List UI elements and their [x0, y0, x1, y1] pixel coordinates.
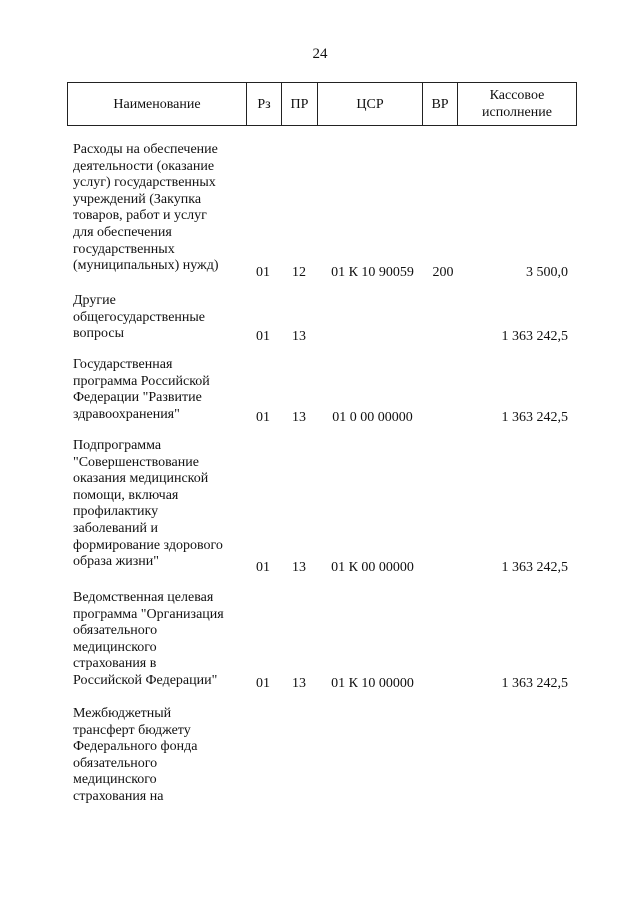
header-rz: Рз — [247, 83, 282, 126]
row-rz: 01 — [256, 560, 270, 576]
row-pr: 13 — [292, 560, 306, 576]
table-row — [67, 590, 576, 693]
row-exec: 1 363 242,5 — [501, 560, 568, 576]
header-vr: ВР — [423, 83, 458, 126]
header-pr: ПР — [282, 83, 318, 126]
row-pr: 13 — [292, 676, 306, 692]
row-csr: 01 К 10 90059 — [331, 265, 414, 281]
table-row — [67, 293, 576, 346]
row-name: Ведомственная целевая программа "Организация обязательного медицинского страхования в Российской Федерации" — [73, 590, 224, 688]
row-vr: 200 — [432, 265, 454, 281]
row-exec: 3 500,0 — [526, 265, 568, 281]
row-csr: 01 0 00 00000 — [332, 410, 413, 426]
row-exec: 1 363 242,5 — [501, 329, 568, 345]
row-csr: 01 К 00 00000 — [331, 560, 414, 576]
header-name: Наименование — [68, 83, 247, 126]
page-number: 24 — [312, 46, 328, 62]
row-exec: 1 363 242,5 — [501, 410, 568, 426]
row-name: Другие общегосударственные вопросы — [73, 293, 206, 342]
row-rz: 01 — [256, 329, 270, 345]
row-pr: 12 — [292, 265, 306, 281]
row-name: Расходы на обеспечение деятельности (оказание услуг) государственных учреждений (Закупка товаров, работ и услуг для обеспечения государственных (муниципальных) нужд) — [73, 142, 219, 274]
row-pr: 13 — [292, 410, 306, 426]
table-row — [67, 142, 576, 282]
table-row — [67, 438, 576, 577]
row-exec: 1 363 242,5 — [501, 676, 568, 692]
row-name: Подпрограмма "Совершенствование оказания медицинской помощи, включая профилактику заболеваний и формирование здорового образа жизни" — [73, 438, 223, 570]
row-rz: 01 — [256, 265, 270, 281]
header-exec: Кассовое исполнение — [458, 83, 577, 126]
row-csr: 01 К 10 00000 — [331, 676, 414, 692]
table-row — [67, 706, 576, 809]
row-rz: 01 — [256, 676, 270, 692]
row-rz: 01 — [256, 410, 270, 426]
header-csr: ЦСР — [318, 83, 423, 126]
table-header — [67, 82, 577, 126]
row-pr: 13 — [292, 329, 306, 345]
table-row — [67, 357, 576, 427]
row-name: Межбюджетный трансферт бюджету Федерального фонда обязательного медицинского страхования на — [73, 706, 198, 804]
row-name: Государственная программа Российской Федерации "Развитие здравоохранения" — [73, 357, 210, 422]
